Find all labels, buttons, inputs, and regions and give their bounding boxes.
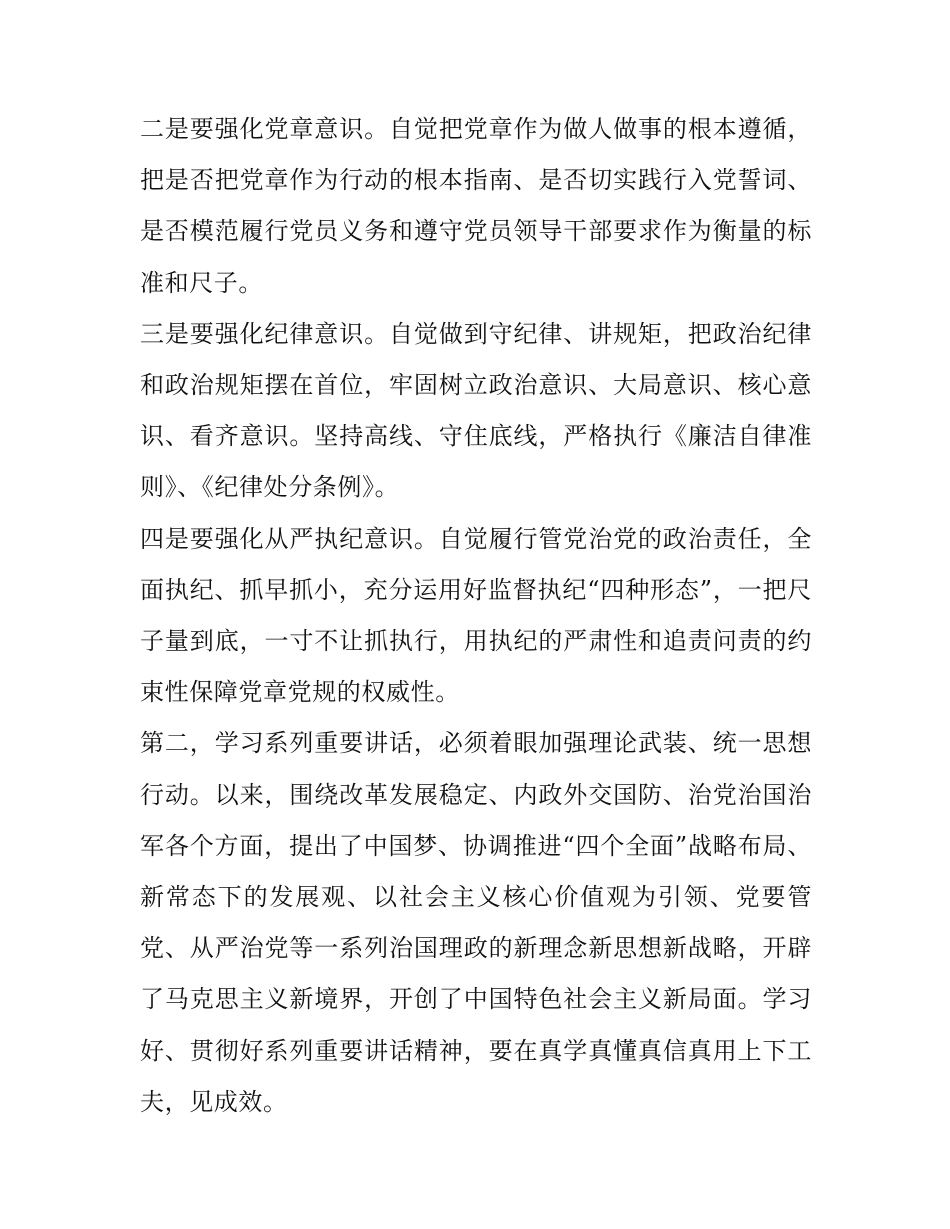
paragraph-party-charter: 二是要强化党章意识。自觉把党章作为做人做事的根本遵循，把是否把党章作为行动的根本指南、是否切实践行入党誓词、是否模范履行党员义务和遵守党员领导干部要求作为衡量的标准和尺子。 xyxy=(140,115,812,297)
paragraph-strict-enforcement: 四是要强化从严执纪意识。自觉履行管党治党的政治责任，全面执纪、抓早抓小，充分运用好监督执纪“四种形态”，一把尺子量到底，一寸不让抓执行，用执纪的严肃性和追责问责的约束性保障党章党规的权威性。 xyxy=(140,524,812,707)
paragraph-discipline: 三是要强化纪律意识。自觉做到守纪律、讲规矩，把政治纪律和政治规矩摆在首位，牢固树立政治意识、大局意识、核心意识、看齐意识。坚持高线、守住底线，严格执行《廉洁自律准则》、《纪律处分条例》。 xyxy=(140,319,812,502)
paragraph-important-speeches: 第二，学习系列重要讲话，必须着眼加强理论武装、统一思想行动。以来，围绕改革发展稳定、内政外交国防、治党治国治军各个方面，提出了中国梦、协调推进“四个全面”战略布局、新常态下的发展观、以社会主义核心价值观为引领、党要管党、从严治党等一系列治国理政的新理念新思想新战略，开辟了马克思主义新境界，开创了中国特色社会主义新局面。学习好、贯彻好系列重要讲话精神，要在真学真懂真信真用上下工夫，见成效。 xyxy=(140,729,812,1116)
document-body xyxy=(140,104,812,1128)
